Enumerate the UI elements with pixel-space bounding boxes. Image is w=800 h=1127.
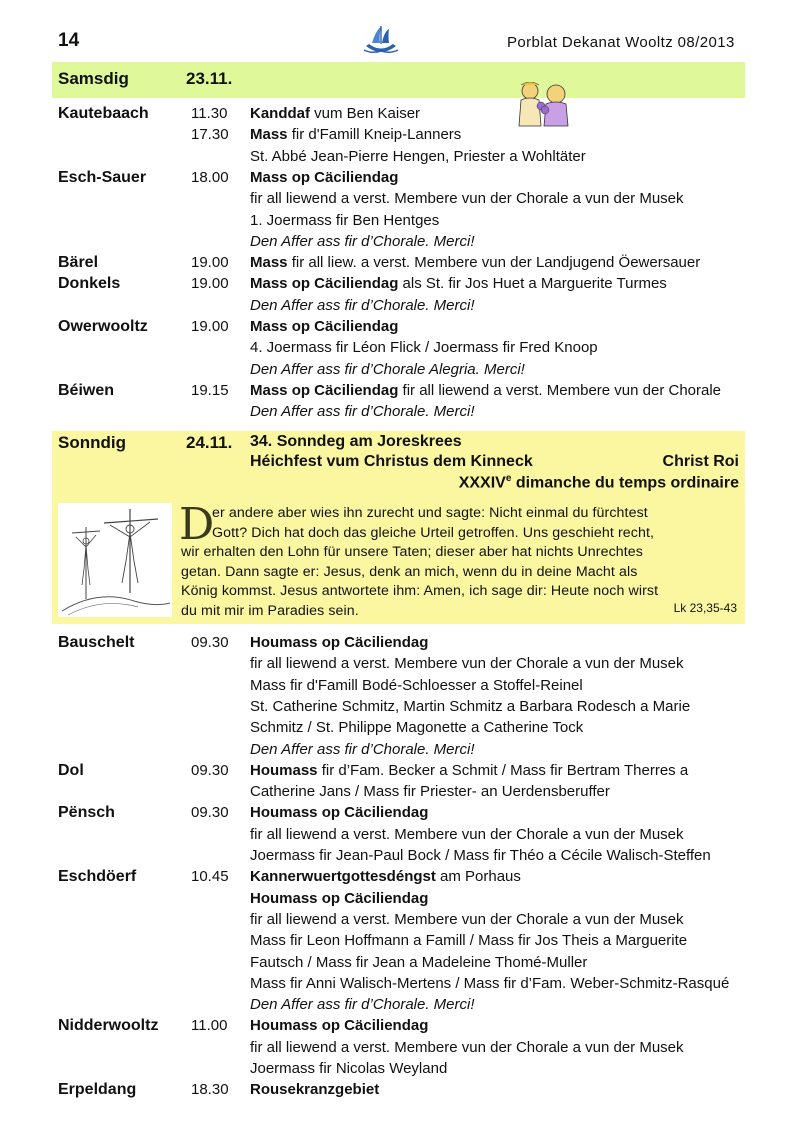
schedule-row — [0, 994, 800, 1015]
service-type: Kanddaf — [250, 105, 310, 122]
schedule-row — [0, 146, 800, 167]
schedule-row — [0, 273, 800, 294]
gospel-dropcap: D — [179, 499, 215, 550]
schedule-row — [0, 167, 800, 188]
service-details: fir d’Fam. Becker a Schmit / Mass fir Bertram Therres a — [317, 761, 689, 779]
service-time: 11.30 — [191, 105, 228, 122]
service-details: Fautsch / Mass fir Jean a Madeleine Thomé-Muller — [250, 953, 588, 971]
location-name: Owerwooltz — [58, 318, 148, 335]
service-description — [250, 930, 687, 951]
day-name: Samsdig — [58, 69, 129, 88]
service-description — [250, 188, 684, 209]
service-details: Schmitz / St. Philippe Magonette a Catherine Tock — [250, 719, 584, 737]
service-type: Mass — [250, 126, 288, 144]
offering-note: Den Affer ass fir d’Chorale. Merci! — [250, 296, 475, 314]
service-details: fir all liew. a verst. Membere vun der Landjugend Öewersauer — [287, 254, 701, 272]
service-description — [250, 124, 461, 145]
service-description — [250, 952, 587, 973]
schedule-row — [0, 1037, 800, 1058]
sunday-banner — [52, 431, 745, 624]
service-details: St. Abbé Jean-Pierre Hengen, Priester a Wohltäter — [250, 147, 586, 165]
service-description — [250, 231, 475, 252]
service-time: 11.00 — [191, 1017, 228, 1035]
day-date: 24.11. — [186, 433, 233, 452]
service-description — [250, 653, 684, 674]
service-description — [250, 273, 667, 294]
location-name: Dol — [58, 761, 84, 779]
schedule-row — [0, 632, 800, 653]
offering-note: Den Affer ass fir d’Chorale. Merci! — [250, 996, 475, 1014]
service-details: Catherine Jans / Mass fir Priester- an Uerdensberuffer — [250, 783, 610, 801]
service-description — [250, 1037, 684, 1058]
schedule-row — [0, 1058, 800, 1079]
location-name: Eschdöerf — [58, 868, 137, 886]
schedule-row — [0, 231, 800, 252]
liturgical-week: 34. Sonndeg am Joreskrees — [250, 433, 462, 450]
schedule-row — [0, 888, 800, 909]
schedule-row — [0, 210, 800, 231]
service-description — [250, 888, 428, 909]
schedule-row — [0, 866, 800, 887]
service-time: 09.30 — [191, 804, 229, 822]
offering-note: Den Affer ass fir d’Chorale. Merci! — [250, 740, 475, 758]
location-name: Bauschelt — [58, 634, 135, 651]
service-description — [250, 380, 721, 401]
location-name: Erpeldang — [58, 1081, 137, 1099]
service-details: am Porhaus — [435, 868, 521, 886]
schedule-row — [0, 188, 800, 209]
service-description — [250, 401, 475, 422]
service-description — [250, 696, 690, 717]
schedule-row — [0, 337, 800, 358]
service-details: Joermass fir Jean-Paul Bock / Mass fir Théo a Cécile Walisch-Steffen — [250, 847, 711, 864]
crucifixion-illustration-icon — [58, 503, 172, 617]
service-details: St. Catherine Schmitz, Martin Schmitz a Barbara Rodesch a Marie — [250, 697, 691, 715]
schedule-row — [0, 696, 800, 717]
page-header — [0, 0, 800, 62]
schedule-row — [0, 909, 800, 930]
service-description — [250, 824, 684, 845]
service-details: fir all liewend a verst. Membere vun der Chorale a vun der Musek — [250, 655, 684, 673]
schedule-row — [0, 930, 800, 951]
service-time: 09.30 — [191, 634, 229, 651]
service-description — [250, 167, 398, 188]
gospel-line: Gott? Dich hat doch das gleiche Urteil getroffen. Uns geschieht recht, — [212, 524, 655, 541]
service-description — [250, 802, 428, 823]
schedule-row — [0, 653, 800, 674]
dekanat-logo-icon — [362, 24, 400, 58]
schedule-row — [0, 973, 800, 994]
service-details: Mass fir d'Famill Bodé-Schloesser a Stoffel-Reinel — [250, 676, 583, 694]
page-number: 14 — [58, 30, 80, 51]
offering-note: Den Affer ass fir d’Chorale. Merci! — [250, 403, 475, 421]
service-details: vum Ben Kaiser — [310, 105, 421, 122]
gospel-line: wir erhalten den Lohn für unsere Taten; dieser aber hat nichts Unrechtes — [181, 544, 643, 561]
schedule-row — [0, 359, 800, 380]
location-name: Esch-Sauer — [58, 168, 147, 186]
service-description — [250, 909, 684, 930]
service-type: Mass op Cäciliendag — [250, 168, 399, 186]
service-details: fir all liewend a verst. Membere vun der Chorale a vun der Musek — [250, 190, 684, 208]
schedule-row — [0, 739, 800, 760]
service-time: 19.00 — [191, 318, 229, 335]
service-details: fir all liewend a verst. Membere vun der Chorale — [398, 381, 722, 399]
service-details: fir all liewend a verst. Membere vun der Chorale a vun der Musek — [250, 825, 684, 843]
day-date: 23.11. — [186, 69, 233, 88]
service-description — [250, 739, 475, 760]
service-description — [250, 210, 439, 231]
service-type: Rousekranzgebiet — [250, 1081, 380, 1099]
gospel-line: er andere aber wies ihn zurecht und sagte: Nicht einmal du fürchtest — [212, 505, 648, 521]
sunday-header — [52, 431, 745, 497]
service-description — [250, 295, 475, 316]
schedule-row — [0, 675, 800, 696]
offering-note: Den Affer ass fir d’Chorale Alegria. Merci! — [250, 360, 525, 378]
service-description — [250, 103, 420, 124]
service-details: Joermass fir Nicolas Weyland — [250, 1060, 448, 1077]
service-description — [250, 675, 583, 696]
schedule-row — [0, 717, 800, 738]
location-name: Béiwen — [58, 381, 115, 399]
service-description — [250, 632, 428, 653]
service-description — [250, 760, 688, 781]
schedule-row — [0, 103, 800, 124]
service-description — [250, 1058, 447, 1079]
service-time: 18.00 — [191, 168, 229, 186]
schedule-row — [0, 760, 800, 781]
service-type: Mass — [250, 254, 288, 272]
service-description — [250, 781, 610, 802]
schedule-row — [0, 380, 800, 401]
service-type: Houmass op Cäciliendag — [250, 1017, 429, 1035]
service-description — [250, 1079, 379, 1100]
service-time: 09.30 — [191, 761, 229, 779]
service-time: 19.00 — [191, 275, 229, 293]
service-description — [250, 717, 583, 738]
french-sunday-title: XXXIVe dimanche du temps ordinaire — [458, 473, 739, 492]
schedule-row — [0, 295, 800, 316]
schedule-row — [0, 845, 800, 866]
schedule-row — [0, 802, 800, 823]
service-details: fir d'Famill Kneip-Lanners — [287, 126, 462, 144]
location-name: Donkels — [58, 275, 121, 293]
service-type: Houmass op Cäciliendag — [250, 804, 429, 822]
service-type: Mass op Cäciliendag — [250, 381, 399, 399]
service-description — [250, 316, 398, 337]
service-details: Mass fir Anni Walisch-Mertens / Mass fir d’Fam. Weber-Schmitz-Rasqué — [250, 974, 730, 992]
gospel-line: König kommst. Jesus antwortete ihm: Amen, ich sage dir: Heute noch wirst — [181, 583, 659, 600]
offering-note: Den Affer ass fir d’Chorale. Merci! — [250, 232, 475, 250]
schedule-row — [0, 1015, 800, 1036]
service-description — [250, 1015, 428, 1036]
service-description — [250, 994, 475, 1015]
schedule-row — [0, 316, 800, 337]
service-description — [250, 337, 598, 358]
schedule-row — [0, 1079, 800, 1100]
location-name: Kautebaach — [58, 105, 149, 122]
service-type: Houmass op Cäciliendag — [250, 889, 429, 907]
service-time: 19.15 — [191, 381, 229, 399]
service-description — [250, 252, 700, 273]
service-time: 19.00 — [191, 254, 229, 272]
location-name: Pënsch — [58, 804, 115, 822]
gospel-line: getan. Dann sagte er: Jesus, denk an mich, wenn du in deine Macht als — [181, 563, 638, 580]
gospel-line: du mit mir im Paradies sein. — [181, 603, 359, 619]
service-type: Mass op Cäciliendag — [250, 275, 399, 293]
schedule-row — [0, 124, 800, 145]
feast-title-fr: Christ Roi — [662, 453, 739, 470]
saturday-banner — [52, 62, 745, 98]
service-details: 1. Joermass fir Ben Hentges — [250, 211, 440, 229]
service-details: Mass fir Leon Hoffmann a Famill / Mass fir Jos Theis a Marguerite — [250, 932, 688, 950]
service-description — [250, 973, 729, 994]
service-description — [250, 845, 711, 866]
service-type: Kannerwuertgottesdéngst — [250, 868, 436, 886]
service-details: als St. fir Jos Huet a Marguerite Turmes — [398, 275, 667, 293]
schedule-row — [0, 952, 800, 973]
service-time: 10.45 — [191, 868, 229, 886]
location-name: Nidderwooltz — [58, 1017, 159, 1035]
service-time: 18.30 — [191, 1081, 229, 1099]
location-name: Bärel — [58, 254, 99, 272]
day-name: Sonndig — [58, 433, 126, 452]
schedule-row — [0, 824, 800, 845]
service-details: fir all liewend a verst. Membere vun der Chorale a vun der Musek — [250, 910, 684, 928]
feast-title: Héichfest vum Christus dem Kinneck — [250, 453, 533, 470]
service-time: 17.30 — [191, 126, 229, 144]
schedule-row — [0, 252, 800, 273]
publication-title: Porblat Dekanat Wooltz 08/2013 — [507, 34, 735, 51]
service-description — [250, 146, 586, 167]
gospel-reference: Lk 23,35-43 — [673, 601, 737, 615]
service-type: Houmass op Cäciliendag — [250, 634, 429, 651]
service-details: fir all liewend a verst. Membere vun der Chorale a vun der Musek — [250, 1038, 684, 1056]
schedule-row — [0, 401, 800, 422]
service-details: 4. Joermass fir Léon Flick / Joermass fir Fred Knoop — [250, 339, 598, 357]
service-description — [250, 866, 521, 887]
schedule-row — [0, 781, 800, 802]
service-type: Houmass — [250, 761, 318, 779]
service-type: Mass op Cäciliendag — [250, 318, 399, 335]
service-description — [250, 359, 525, 380]
